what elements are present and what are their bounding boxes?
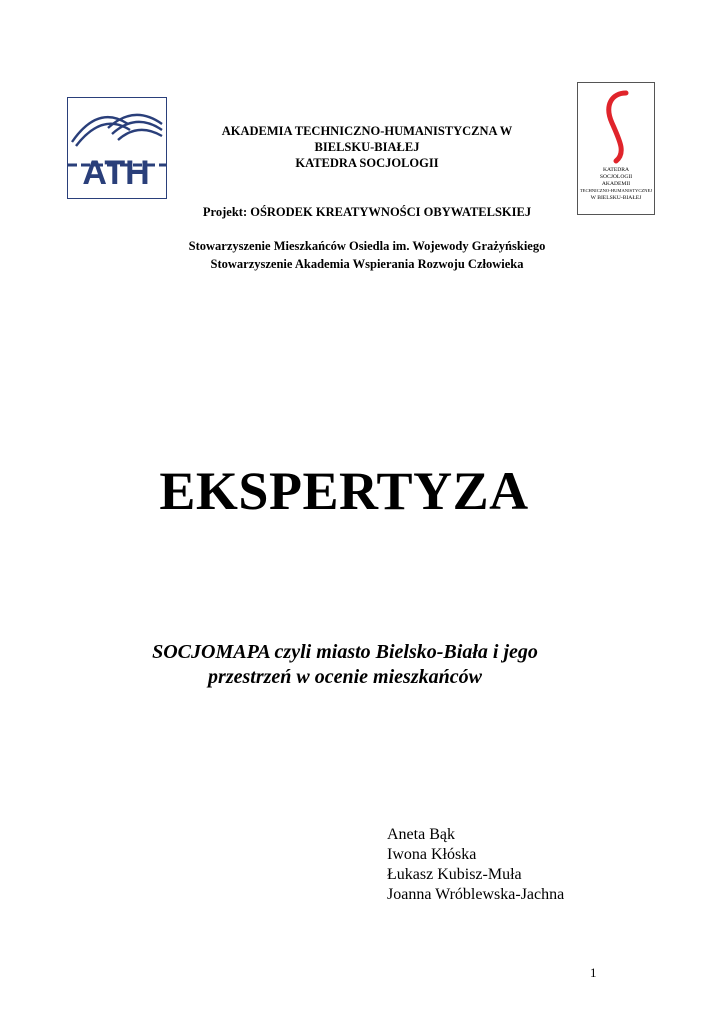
institution-header <box>150 123 584 171</box>
association-2: Stowarzyszenie Akademia Wspierania Rozwoju Człowieka <box>210 257 524 271</box>
subtitle-line-2: przestrzeń w ocenie mieszkańców <box>208 666 482 688</box>
author-name: Iwona Kłóska <box>387 846 477 863</box>
institution-line-2: BIELSKU-BIAŁEJ <box>314 140 420 154</box>
author-name: Łukasz Kubisz-Muła <box>387 866 522 883</box>
project-line <box>150 204 584 220</box>
institution-line-1: AKADEMIA TECHNICZNO-HUMANISTYCZNA W <box>221 124 513 138</box>
authors-list <box>387 825 564 905</box>
document-title: EKSPERTYZA <box>159 461 529 521</box>
author-name: Aneta Bąk <box>387 826 455 843</box>
logo-line-3: AKADEMII <box>601 181 631 187</box>
logo-line-2: SOCJOLOGII <box>599 174 633 180</box>
katedra-socjologii-logo <box>577 82 655 215</box>
document-subtitle <box>110 640 580 690</box>
project-prefix: Projekt: <box>202 205 248 219</box>
association-1: Stowarzyszenie Mieszkańców Osiedla im. Wojewody Grażyńskiego <box>188 239 546 253</box>
ath-logo-text: ATH <box>82 154 150 192</box>
logo-line-4: TECHNICZNO-HUMANISTYCZNEJ <box>579 188 653 193</box>
project-name: OŚRODEK KREATYWNOŚCI OBYWATELSKIEJ <box>250 205 532 219</box>
logo-line-1: KATEDRA <box>602 167 630 173</box>
subtitle-line-1: SOCJOMAPA czyli miasto Bielsko-Biała i jego <box>152 641 538 663</box>
institution-line-3: KATEDRA SOCJOLOGII <box>295 156 439 170</box>
page-number: 1 <box>590 965 597 980</box>
logo-line-5: W BIELSKU-BIAŁEJ <box>590 195 642 201</box>
author-name: Joanna Wróblewska-Jachna <box>387 886 565 903</box>
